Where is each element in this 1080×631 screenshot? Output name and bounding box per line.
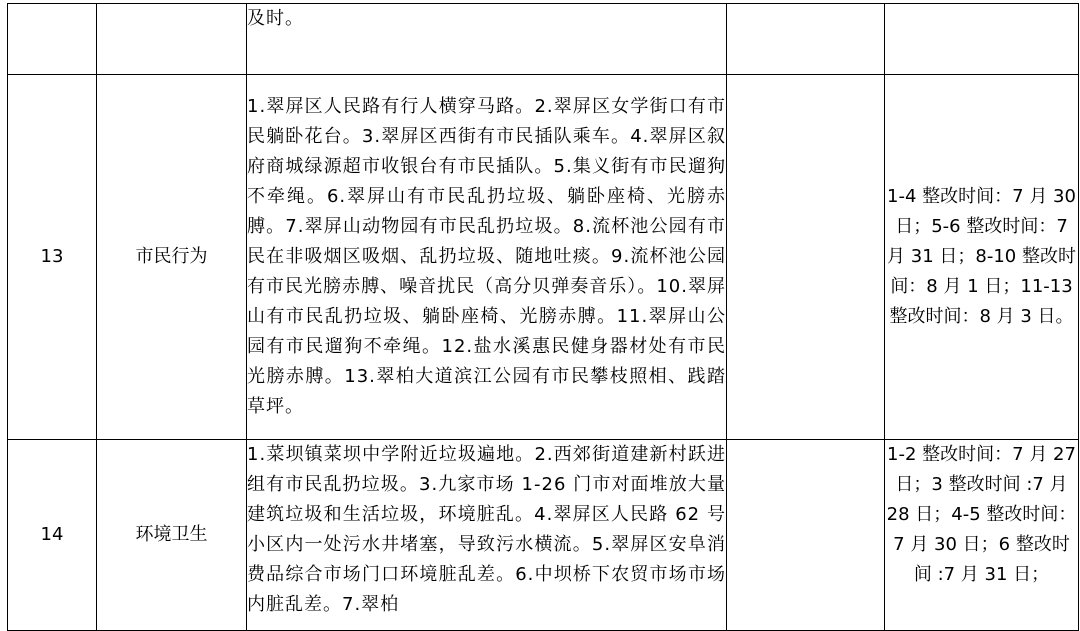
row-description-text: 及时。: [247, 8, 304, 29]
row-time: [885, 4, 1079, 75]
empty-cell: [727, 440, 885, 631]
row-category: 环境卫生: [97, 440, 247, 631]
row-category: [97, 4, 247, 75]
table-row: [8, 75, 1079, 440]
row-category: 市民行为: [97, 75, 247, 440]
empty-cell: [727, 75, 885, 440]
row-description: 1.翠屏区人民路有行人横穿马路。2.翠屏区女学街口有市民躺卧花台。3.翠屏区西街有市民插队乘车。4.翠屏区叙府商城绿源超市收银台有市民插队。5.集义街有市民遛狗不牵绳。6.翠屏山有市民乱扔垃圾、躺卧座椅、光膀赤膊。7.翠屏山动物园有市民乱扔垃圾。8.流杯池公园有市民在非吸烟区吸烟、乱扔垃圾、随地吐痰。9.流杯池公园有市民光膀赤膊、噪音扰民（高分贝弹奏音乐）。10.翠屏山有市民乱扔垃圾、躺卧座椅、光膀赤膊。11.翠屏山公园有市民遛狗不牵绳。12.盐水溪惠民健身器材处有市民光膀赤膊。13.翠柏大道滨江公园有市民攀枝照相、践踏草坪。: [247, 75, 727, 440]
row-number: 14: [8, 440, 97, 631]
empty-cell: [727, 4, 885, 75]
row-description: [247, 4, 727, 75]
table-row: [8, 4, 1079, 75]
rectification-table: [7, 3, 1079, 631]
row-number: [8, 4, 97, 75]
table-row: [8, 440, 1079, 631]
row-time: 1-2 整改时间：7 月 27 日；3 整改时间 :7 月 28 日；4-5 整改时间：7 月 30 日；6 整改时间 :7 月 31 日；: [885, 440, 1079, 631]
row-time: 1-4 整改时间：7 月 30 日；5-6 整改时间：7 月 31 日；8-10 整改时间：8 月 1 日；11-13 整改时间：8 月 3 日。: [885, 75, 1079, 440]
row-description: 1.菜坝镇菜坝中学附近垃圾遍地。2.西郊街道建新村跃进组有市民乱扔垃圾。3.九家市场 1-26 门市对面堆放大量建筑垃圾和生活垃圾，环境脏乱。4.翠屏区人民路 62 号小区内一处污水井堵塞，导致污水横流。5.翠屏区安阜消费品综合市场门口环境脏乱差。6.中坝桥下农贸市场市场内脏乱差。7.翠柏: [247, 440, 727, 631]
row-number: 13: [8, 75, 97, 440]
